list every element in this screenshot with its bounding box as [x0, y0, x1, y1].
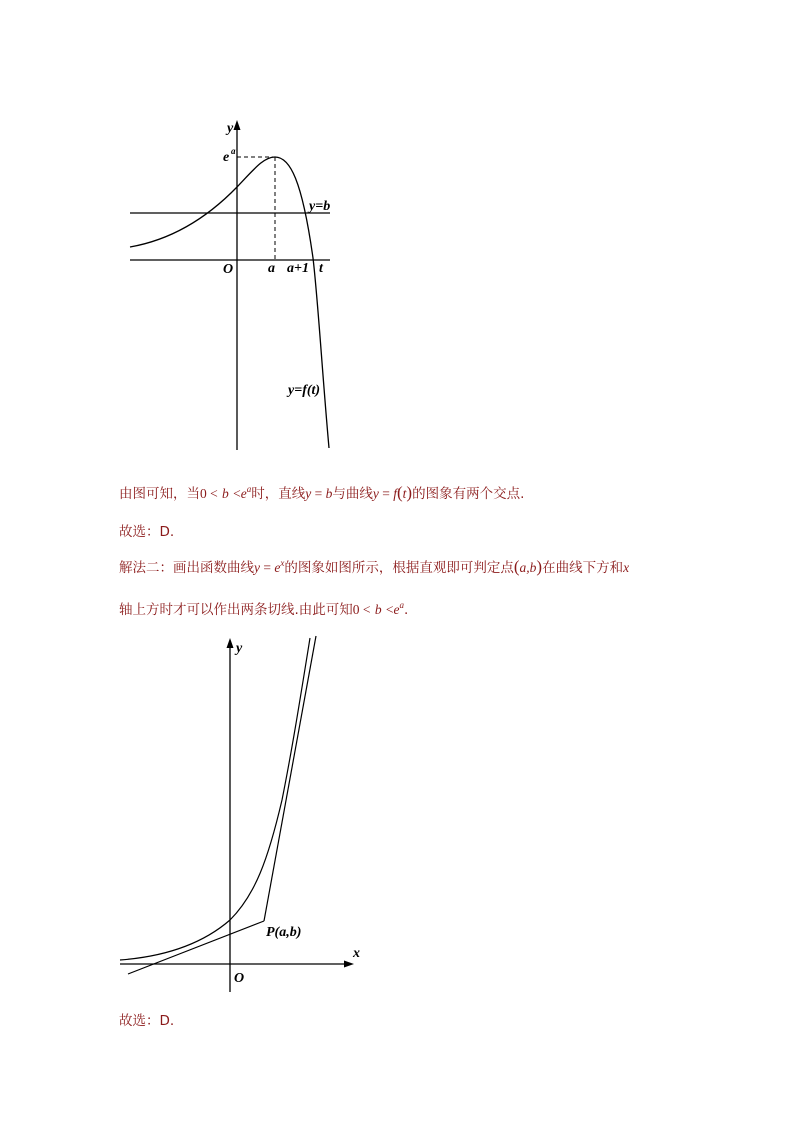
para1-curve-f: f [393, 486, 397, 501]
para2-eq-sup: x [280, 558, 285, 568]
para1-prefix: 由图可知，当 [119, 486, 200, 502]
para1-cond-sup: a [246, 484, 252, 494]
para1-suffix: 的图象有两个交点. [412, 486, 525, 502]
label-x-axis: x [353, 946, 360, 961]
para3-cond-lt: < [385, 602, 394, 617]
label-origin: O [223, 262, 234, 277]
para3-cond-sup: a [399, 600, 405, 610]
answer-1: 故选：D. [119, 524, 175, 540]
curve-f-t [130, 157, 329, 448]
para2-point: a,b [519, 560, 537, 575]
x-axis-arrow [344, 961, 354, 968]
para1-curve-t: t [402, 486, 407, 501]
para3-prefix: 轴上方时才可以作出两条切线.由此可知 [119, 602, 353, 618]
para2-eq-lhs: y [254, 560, 260, 575]
para2-eq-eq: = [260, 560, 275, 575]
para1-line-eq: = [311, 486, 326, 501]
answer-2: 故选：D. [119, 1013, 175, 1029]
label-origin-2: O [234, 971, 245, 986]
para1-cond-var: b [222, 486, 229, 501]
label-y-axis-2: y [236, 641, 243, 656]
label-e: e [223, 150, 230, 165]
para2-mid: 的图象如图所示，根据直观即可判定点 [284, 560, 514, 576]
paragraph-1: 由图可知，当$0 < b <e^a$时，直线y = b与曲线y = f(t)的图象有两个交点. [119, 483, 525, 502]
para1-line-lhs: y [305, 486, 312, 501]
y-axis-arrow [234, 120, 241, 130]
curve-exp [120, 638, 310, 960]
figure-1-graph [115, 112, 345, 457]
para2-x-var: x [623, 560, 630, 575]
y-axis-2-arrow [227, 638, 234, 648]
para2-prefix: 解法二：画出函数曲线 [119, 560, 254, 576]
label-e-sup: a [231, 146, 236, 156]
para3-cond-left: 0 < [352, 602, 371, 617]
para1-curve-lhs: y [372, 486, 379, 501]
figure-2-graph [115, 632, 365, 997]
label-a: a [268, 261, 275, 276]
para3-suffix: . [404, 602, 409, 618]
para1-cond-left: 0 < [200, 486, 218, 501]
para1-mid2: 与曲线 [332, 486, 373, 502]
label-line-y-b: y=b [309, 199, 331, 214]
tangent-line-1 [128, 921, 264, 974]
paragraph-2: 解法二：画出函数曲线$y = e^x$的图象如图所示，根据直观即可判定点(a,b)在曲线下方和x [119, 557, 630, 576]
label-y-axis: y [227, 121, 234, 136]
label-t-axis: t [319, 261, 323, 276]
para1-curve-eq: = [378, 486, 394, 501]
tangent-line-2 [264, 636, 316, 921]
label-curve: y=f(t) [288, 383, 321, 398]
label-point-p: P(a,b) [266, 925, 302, 940]
para3-cond-var: b [374, 602, 382, 617]
paragraph-3 [119, 598, 408, 618]
para1-cond-lt: < [233, 486, 241, 501]
label-a-plus-1: a+1 [287, 261, 309, 276]
para1-mid: 时，直线 [251, 486, 306, 502]
para1-line-rhs: b [325, 486, 333, 501]
para1-cond-e: e [240, 486, 247, 501]
para3-cond-e: e [393, 602, 400, 617]
para2-suffix: 在曲线下方和 [542, 560, 624, 576]
para2-eq-e: e [274, 560, 281, 575]
